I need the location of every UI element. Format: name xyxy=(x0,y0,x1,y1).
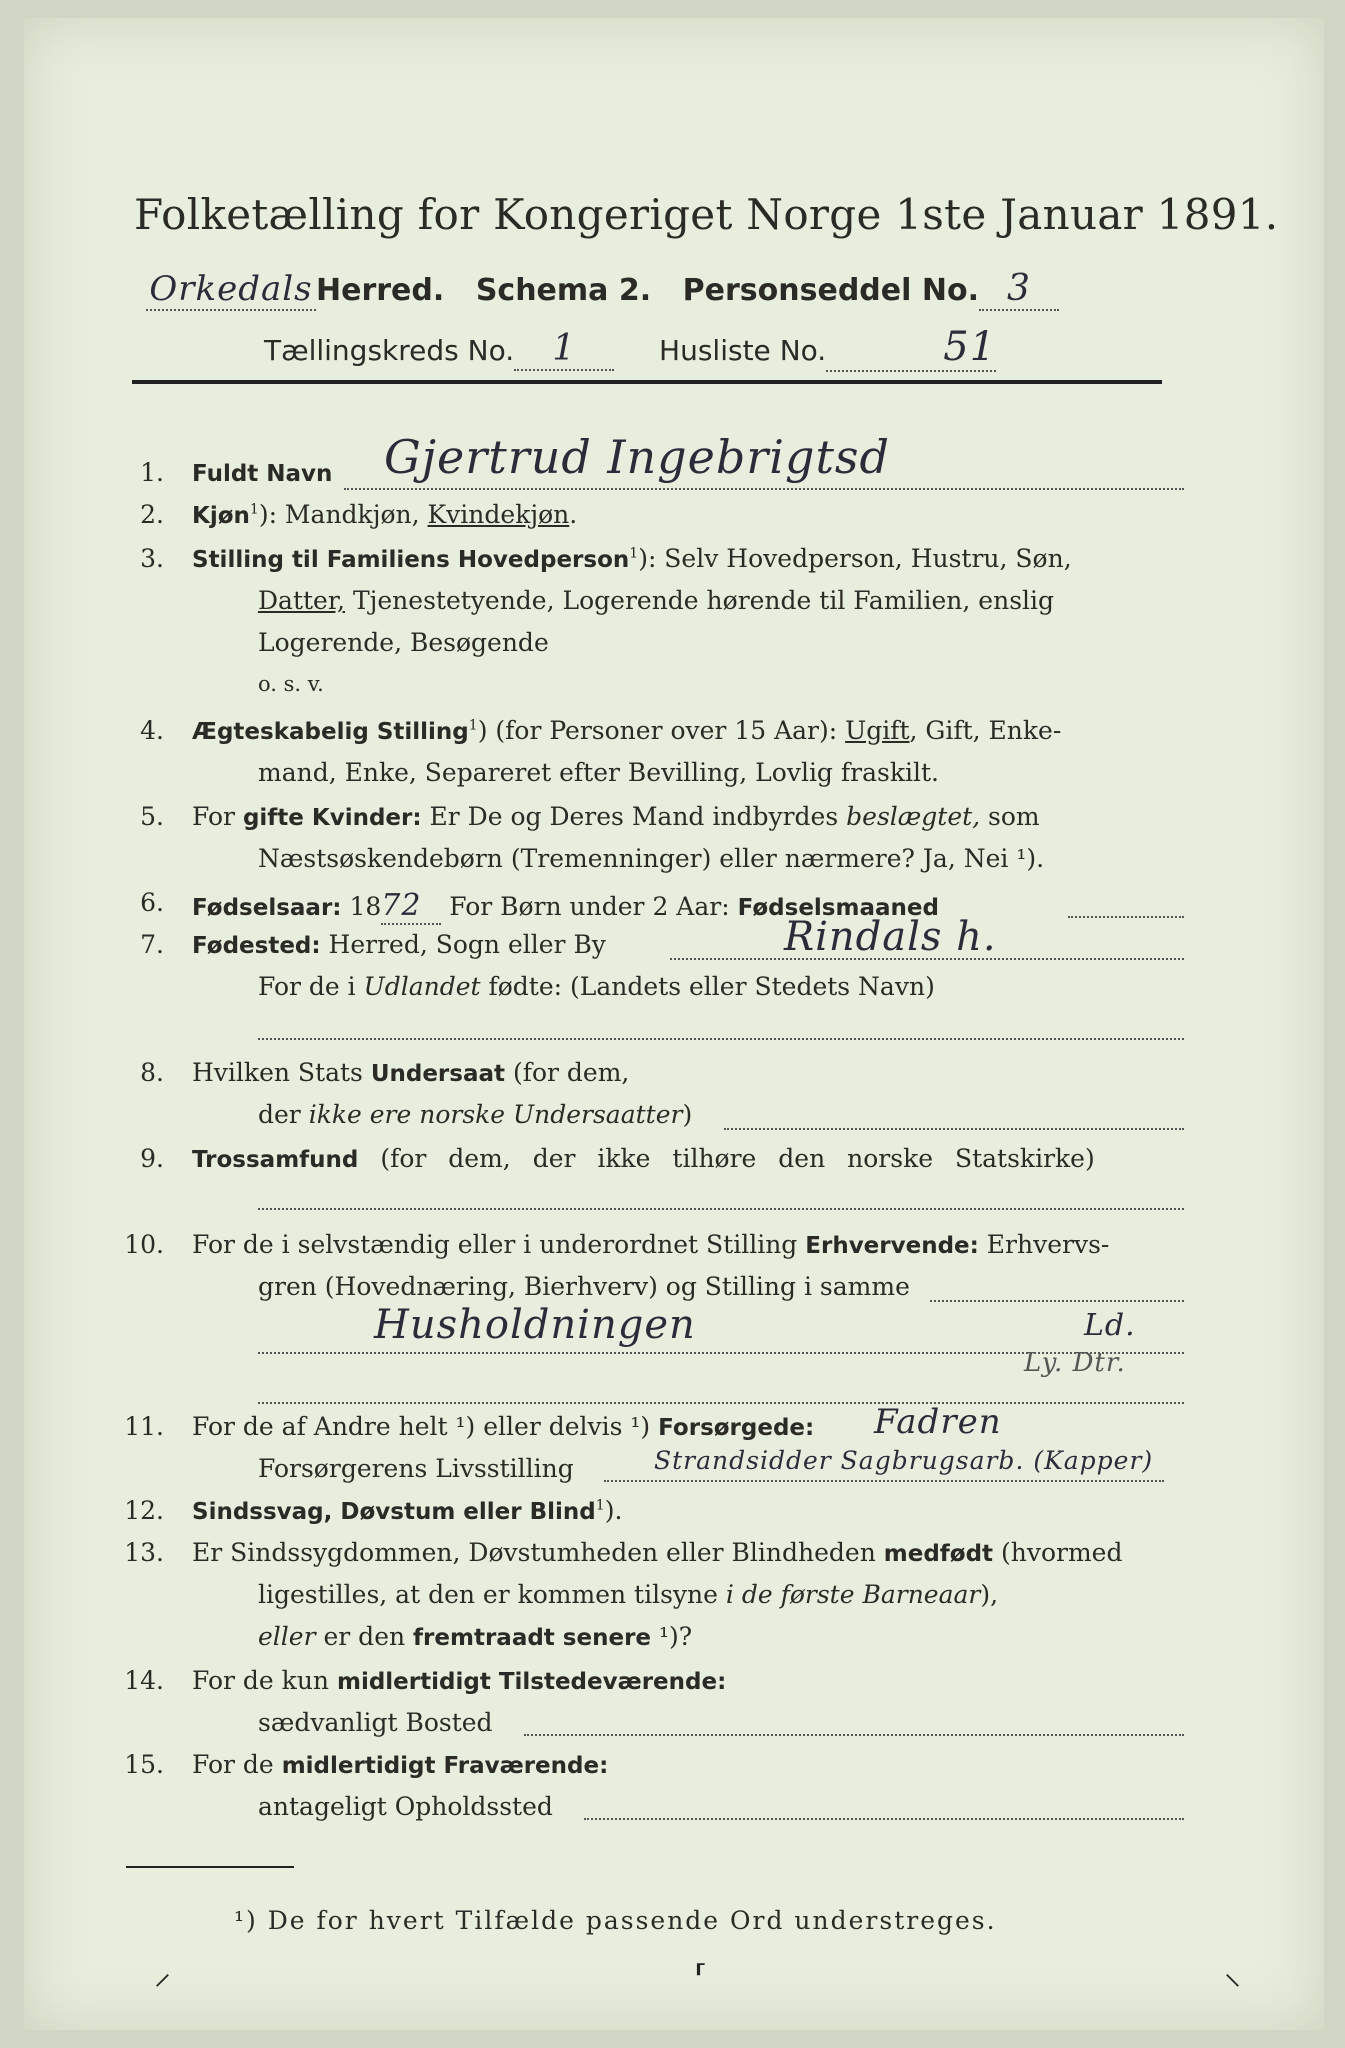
herred-value: Orkedals xyxy=(149,269,313,309)
item-3-line-1 xyxy=(192,544,1072,573)
schema-label: Schema 2. xyxy=(475,273,652,308)
form-title: Folketælling for Kongeriget Norge 1ste Januar 1891. xyxy=(134,190,1279,239)
item-12-tail: ). xyxy=(604,1496,623,1525)
personseddel-label: Personseddel No. xyxy=(682,273,979,308)
item-4-sup: 1 xyxy=(468,717,478,734)
header-line-1 xyxy=(146,268,1059,311)
item-14-pre: For de kun xyxy=(192,1666,337,1695)
item-1-dotted-line xyxy=(344,488,1184,490)
item-15-line-2: antageligt Opholdssted xyxy=(258,1792,553,1821)
item-9-line-1-text: (for dem, der ikke tilhøre den norske Statskirke) xyxy=(358,1144,1095,1173)
item-4-line-1-a: ) (for Personer over 15 Aar): xyxy=(477,716,846,745)
item-13-number: 13. xyxy=(124,1538,164,1567)
item-13-line-3 xyxy=(258,1622,692,1651)
husliste-label: Husliste No. xyxy=(659,334,827,367)
item-11-label: Forsørgede: xyxy=(658,1415,815,1441)
item-8-line-2-a: der xyxy=(258,1100,309,1129)
item-10-line-2: gren (Hovednæring, Bierhverv) og Stilling i samme xyxy=(258,1272,910,1301)
item-1-value: Gjertrud Ingebrigtsd xyxy=(384,430,890,484)
item-8-italic: ikke ere norske Undersaatter xyxy=(308,1100,683,1129)
item-6-dotted-line xyxy=(1068,916,1184,918)
item-1-label: Fuldt Navn xyxy=(192,461,333,487)
corner-mark-middle: ⸢ xyxy=(694,1958,708,1998)
item-11-line-2: Forsørgerens Livsstilling xyxy=(258,1454,574,1483)
item-6-number: 6. xyxy=(140,888,164,917)
husliste-value: 51 xyxy=(943,324,997,370)
herred-label: Herred. xyxy=(316,273,445,308)
item-2-text-b: . xyxy=(569,500,578,529)
item-14-dotted-line xyxy=(524,1734,1184,1736)
item-6-value: 72 xyxy=(381,888,422,923)
item-5-line-1 xyxy=(192,802,1040,831)
item-14-number: 14. xyxy=(124,1666,164,1695)
item-2-label: Kjøn xyxy=(192,503,250,529)
item-10-value-2: Ld. xyxy=(1084,1308,1136,1343)
item-10-number: 10. xyxy=(124,1230,164,1259)
item-13-italic: i de første Barneaar xyxy=(725,1580,981,1609)
census-form-page xyxy=(24,18,1324,2030)
item-2-sup: 1 xyxy=(249,501,259,518)
item-7-number: 7. xyxy=(140,930,164,959)
item-10-line-1-a: For de i selvstændig eller i underordnet Stilling xyxy=(192,1230,806,1259)
item-15-label: midlertidigt Fraværende: xyxy=(281,1753,609,1779)
item-14-line-2: sædvanligt Bosted xyxy=(258,1708,493,1737)
item-9-dotted-line xyxy=(258,1208,1184,1210)
item-3-line-4: o. s. v. xyxy=(258,672,324,696)
item-8-number: 8. xyxy=(140,1058,164,1087)
personseddel-value: 3 xyxy=(1007,268,1031,309)
item-10-value-3: Ly. Dtr. xyxy=(1024,1348,1126,1378)
taellingskreds-label: Tællingskreds No. xyxy=(264,334,515,367)
item-12-label: Sindssvag, Døvstum eller Blind xyxy=(192,1499,596,1525)
item-12 xyxy=(192,1496,622,1525)
item-5-line-1-a: Er De og Deres Mand indbyrdes xyxy=(421,802,847,831)
item-5-line-1-b: som xyxy=(980,802,1040,831)
item-1-number: 1. xyxy=(140,458,164,487)
item-5-label: gifte Kvinder: xyxy=(242,805,422,831)
item-10-line-1 xyxy=(192,1230,1109,1259)
item-2 xyxy=(192,500,577,529)
item-6-label-2: Fødselsmaaned xyxy=(737,895,939,921)
item-6-label: Fødselsaar: xyxy=(192,895,342,921)
item-8-line-1 xyxy=(192,1058,629,1087)
item-3-number: 3. xyxy=(140,544,164,573)
item-11-value: Fadren xyxy=(874,1402,1002,1442)
item-2-text-a: ): Mandkjøn, xyxy=(258,500,428,529)
item-7-label: Fødested: xyxy=(192,933,321,959)
item-7-dotted-line-2 xyxy=(258,1038,1184,1040)
item-10-dotted-line xyxy=(930,1300,1184,1302)
item-13-line-2-a: ligestilles, at den er kommen tilsyne xyxy=(258,1580,726,1609)
item-11-line-1 xyxy=(192,1412,814,1441)
item-15-number: 15. xyxy=(124,1750,164,1779)
item-4-line-2: mand, Enke, Separeret efter Bevilling, Lovlig fraskilt. xyxy=(258,758,939,787)
item-13-line-1-b: (hvormed xyxy=(993,1538,1123,1567)
item-5-line-2: Næstsøskendebørn (Tremenninger) eller nærmere? Ja, Nei ¹). xyxy=(258,844,1045,873)
corner-mark-right: ⸜ xyxy=(1224,1953,1241,1993)
item-12-number: 12. xyxy=(124,1496,164,1525)
item-7-italic: Udlandet xyxy=(363,972,481,1001)
item-3-label: Stilling til Familiens Hovedperson xyxy=(192,547,630,573)
item-13-line-2 xyxy=(258,1580,998,1609)
item-15-line-1 xyxy=(192,1750,608,1779)
item-10-dotted-line-3 xyxy=(258,1402,1184,1404)
item-7-line-2-b: fødte: (Landets eller Stedets Navn) xyxy=(480,972,935,1001)
item-6-mid: For Børn under 2 Aar: xyxy=(441,892,738,921)
item-13-line-3-italic: eller xyxy=(258,1622,316,1651)
item-4-line-1 xyxy=(192,716,1061,745)
item-11-number: 11. xyxy=(124,1412,164,1441)
item-3-sup: 1 xyxy=(629,545,639,562)
item-10-value: Husholdningen xyxy=(374,1302,696,1348)
item-5-italic: beslægtet, xyxy=(846,802,981,831)
item-8-line-1-a: Hvilken Stats xyxy=(192,1058,371,1087)
corner-mark-left: ⸝ xyxy=(154,1953,171,1993)
item-4-underlined: Ugift xyxy=(845,716,910,745)
item-4-label: Ægteskabelig Stilling xyxy=(192,719,469,745)
item-1 xyxy=(192,458,332,487)
item-3-line-1-rest: ): Selv Hovedperson, Hustru, Søn, xyxy=(638,544,1072,573)
item-7-line-2 xyxy=(258,972,935,1001)
item-13-label: medfødt xyxy=(883,1541,994,1567)
item-8-line-2 xyxy=(258,1100,692,1129)
header-rule xyxy=(132,380,1162,384)
item-3-underlined: Datter, xyxy=(258,586,345,615)
item-13-line-2-b: ), xyxy=(980,1580,999,1609)
item-8-line-1-b: (for dem, xyxy=(505,1058,630,1087)
item-7-line-1-text: Herred, Sogn eller By xyxy=(320,930,606,959)
item-15-dotted-line xyxy=(584,1818,1184,1820)
item-7-line-1 xyxy=(192,930,606,959)
item-5-pre: For xyxy=(192,802,243,831)
footnote: ¹) De for hvert Tilfælde passende Ord understreges. xyxy=(234,1906,997,1935)
item-4-line-1-b: , Gift, Enke- xyxy=(909,716,1062,745)
item-3-line-2 xyxy=(258,586,1054,615)
item-10-label: Erhvervende: xyxy=(805,1233,979,1259)
item-13-line-3-a: er den xyxy=(315,1622,414,1651)
taellingskreds-value: 1 xyxy=(552,328,577,369)
item-7-value: Rindals h. xyxy=(784,914,997,960)
item-11-dotted-line xyxy=(604,1480,1164,1482)
item-15-pre: For de xyxy=(192,1750,282,1779)
item-7-line-2-a: For de i xyxy=(258,972,364,1001)
item-3-line-2-rest: Tjenestetyende, Logerende hørende til Familien, enslig xyxy=(345,586,1055,615)
item-12-sup: 1 xyxy=(595,1497,605,1514)
item-5-number: 5. xyxy=(140,802,164,831)
item-13-line-1 xyxy=(192,1538,1122,1567)
item-13-line-3-b: ¹)? xyxy=(651,1622,693,1651)
item-4-number: 4. xyxy=(140,716,164,745)
item-8-line-2-b: ) xyxy=(682,1100,693,1129)
item-10-line-1-b: Erhvervs- xyxy=(978,1230,1110,1259)
item-2-number: 2. xyxy=(140,500,164,529)
item-11-line-1-a: For de af Andre helt ¹) eller delvis ¹) xyxy=(192,1412,659,1441)
item-6-prefix: 18 xyxy=(341,892,382,921)
item-8-dotted-line xyxy=(724,1128,1184,1130)
item-14-line-1 xyxy=(192,1666,726,1695)
header-line-2 xyxy=(264,324,996,372)
item-8-label: Undersaat xyxy=(370,1061,505,1087)
item-2-underlined: Kvindekjøn xyxy=(427,500,570,529)
item-14-label: midlertidigt Tilstedeværende: xyxy=(336,1669,727,1695)
item-9-number: 9. xyxy=(140,1144,164,1173)
item-13-label-2: fremtraadt senere xyxy=(413,1625,652,1651)
item-9-line-1 xyxy=(192,1144,1095,1173)
footnote-rule xyxy=(126,1866,294,1868)
item-9-label: Trossamfund xyxy=(192,1147,359,1173)
item-13-line-1-a: Er Sindssygdommen, Døvstumheden eller Blindheden xyxy=(192,1538,884,1567)
item-3-line-3: Logerende, Besøgende xyxy=(258,628,549,657)
item-11-value-2: Strandsidder Sagbrugsarb. (Kapper) xyxy=(654,1446,1154,1475)
